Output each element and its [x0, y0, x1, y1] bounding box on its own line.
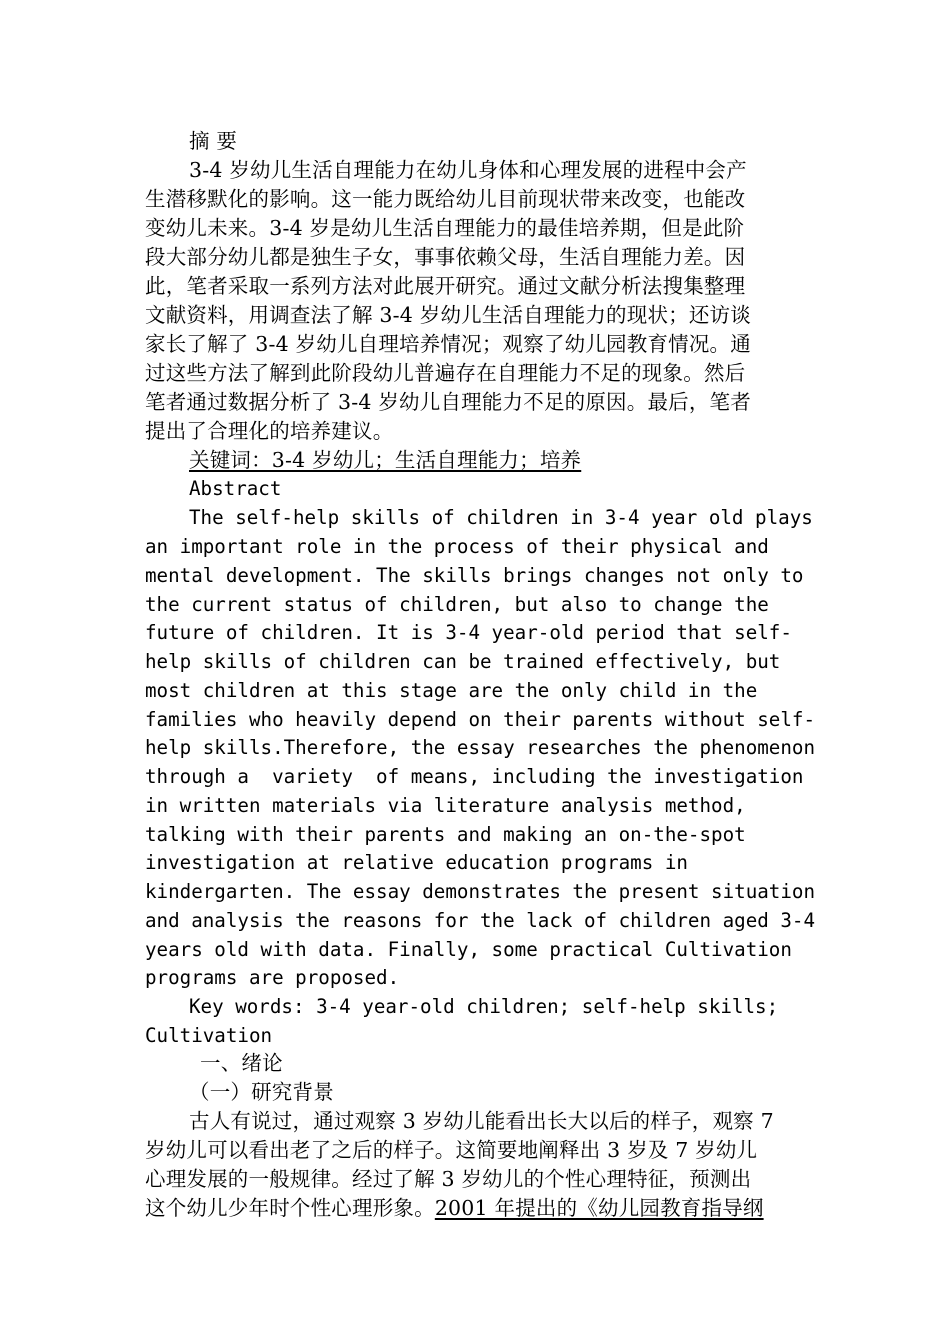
- abstract-cn-line: 段大部分幼儿都是独生子女，事事依赖父母，生活自理能力差。因: [145, 245, 746, 269]
- abstract-en-line: through a variety of means, including the investigation: [145, 765, 804, 788]
- chapter-heading: 一、绪论: [200, 1051, 283, 1075]
- body-line: [145, 1194, 764, 1223]
- abstract-cn-line: 过这些方法了解到此阶段幼儿普遍存在自理能力不足的现象。然后: [145, 361, 746, 385]
- abstract-en-heading: Abstract: [189, 477, 282, 500]
- abstract-cn-line: 此，笔者采取一系列方法对此展开研究。通过文献分析法搜集整理: [145, 274, 746, 298]
- body-line: 岁幼儿可以看出老了之后的样子。这简要地阐释出 3 岁及 7 岁幼儿: [145, 1138, 758, 1162]
- abstract-en-line: and analysis the reasons for the lack of children aged 3-4: [145, 909, 816, 932]
- abstract-cn-heading: 摘 要: [189, 129, 238, 153]
- abstract-en-line: years old with data. Finally, some practical Cultivation: [145, 938, 792, 961]
- abstract-en-line: in written materials via literature analysis method,: [145, 794, 746, 817]
- keywords-en-continued: Cultivation: [145, 1024, 273, 1047]
- abstract-en-line: programs are proposed.: [145, 966, 400, 989]
- abstract-en-line: talking with their parents and making an on-the-spot: [145, 823, 746, 846]
- abstract-cn-line: 提出了合理化的培养建议。: [145, 419, 394, 443]
- keywords-cn: 关键词：3-4 岁幼儿；生活自理能力；培养: [189, 448, 582, 472]
- abstract-cn-line: 生潜移默化的影响。这一能力既给幼儿目前现状带来改变，也能改: [145, 187, 746, 211]
- abstract-en-line: an important role in the process of their physical and: [145, 535, 769, 558]
- abstract-cn-line: 文献资料，用调查法了解 3-4 岁幼儿生活自理能力的现状；还访谈: [145, 303, 751, 327]
- body-line: 心理发展的一般规律。经过了解 3 岁幼儿的个性心理特征，预测出: [145, 1167, 752, 1191]
- abstract-en-line: most children at this stage are the only child in the: [145, 679, 758, 702]
- abstract-en-line: The self-help skills of children in 3-4 year old plays: [189, 506, 813, 529]
- body-line: 古人有说过，通过观察 3 岁幼儿能看出长大以后的样子，观察 7: [189, 1109, 774, 1133]
- section-heading: （一）研究背景: [189, 1080, 334, 1104]
- abstract-cn-line: 家长了解了 3-4 岁幼儿自理培养情况；观察了幼儿园教育情况。通: [145, 332, 751, 356]
- abstract-en-line: help skills of children can be trained effectively, but: [145, 650, 781, 673]
- keywords-en: Key words: 3-4 year-old children; self-help skills;: [189, 995, 779, 1018]
- abstract-en-line: future of children. It is 3-4 year-old period that self-: [145, 621, 792, 644]
- underlined-reference: 2001 年提出的《幼儿园教育指导纲: [434, 1196, 764, 1220]
- abstract-en-line: investigation at relative education programs in: [145, 851, 688, 874]
- abstract-en-line: families who heavily depend on their parents without self-: [145, 708, 816, 731]
- abstract-en-line: kindergarten. The essay demonstrates the present situation: [145, 880, 816, 903]
- abstract-en-line: the current status of children, but also to change the: [145, 593, 769, 616]
- abstract-cn-line: 笔者通过数据分析了 3-4 岁幼儿自理能力不足的原因。最后，笔者: [145, 390, 751, 414]
- abstract-en-line: help skills.Therefore, the essay researches the phenomenon: [145, 736, 816, 759]
- abstract-en-line: mental development. The skills brings changes not only to: [145, 564, 804, 587]
- abstract-cn-line: 3-4 岁幼儿生活自理能力在幼儿身体和心理发展的进程中会产: [189, 158, 747, 182]
- abstract-cn-line: 变幼儿未来。3-4 岁是幼儿生活自理能力的最佳培养期，但是此阶: [145, 216, 745, 240]
- body-line-text: 这个幼儿少年时个性心理形象。: [145, 1196, 435, 1220]
